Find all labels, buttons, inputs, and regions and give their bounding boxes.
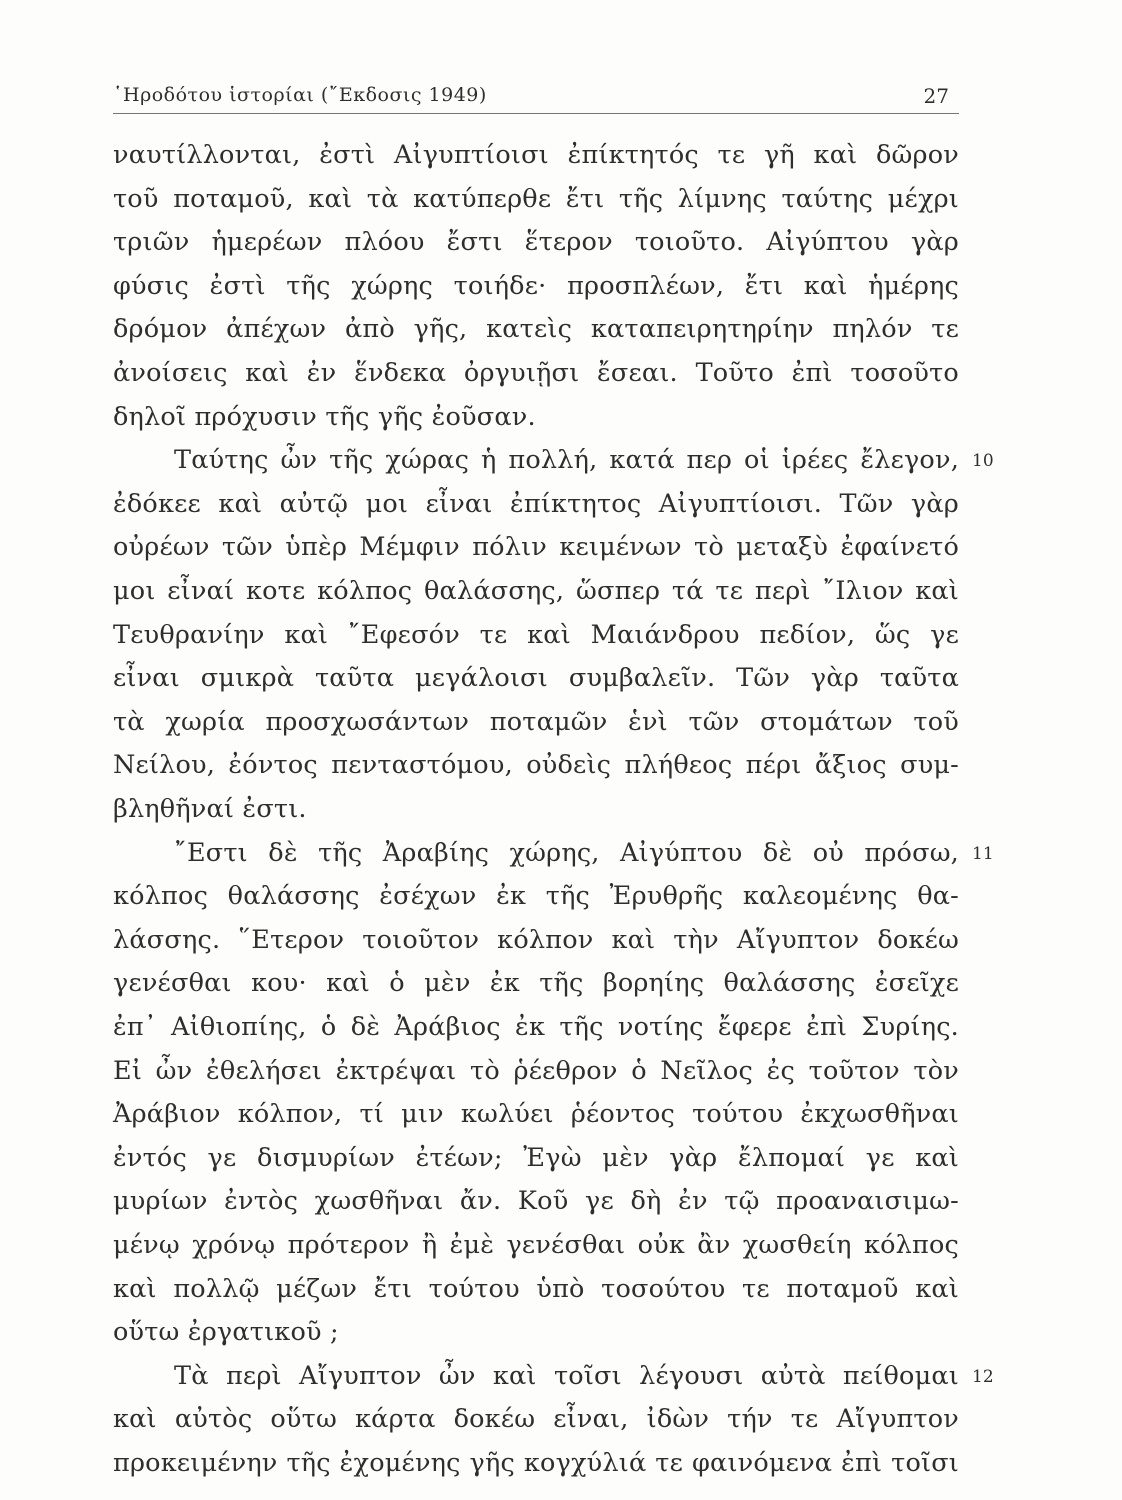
text-line: τριῶν ἡμερέων πλόου ἔστι ἕτερον τοιοῦτο. Αἰγύπτου γὰρ: [113, 227, 959, 258]
text-line: τοῦ ποταμοῦ, καὶ τὰ κατύπερθε ἔτι τῆς λίμνης ταύτης μέχρι: [113, 183, 959, 214]
section-number: 12: [972, 1366, 994, 1387]
text-line: Ταύτης ὦν τῆς χώρας ἡ πολλή, κατά περ οἱ ἱρέες ἔλεγον,: [174, 445, 959, 476]
text-line: Νείλου, ἐόντος πενταστόμου, οὐδεὶς πλήθεος πέρι ἄξιος συμ-: [113, 750, 959, 781]
text-line: τὰ χωρία προσχωσάντων ποταμῶν ἑνὶ τῶν στομάτων τοῦ: [113, 706, 959, 737]
header-rule: [113, 113, 959, 114]
text-line: βληθῆναί ἐστι.: [113, 794, 307, 824]
text-line: γενέσθαι κου· καὶ ὁ μὲν ἐκ τῆς βορηίης θαλάσσης ἐσεῖχε: [113, 968, 959, 999]
text-line: καὶ αὐτὸς οὕτω κάρτα δοκέω εἶναι, ἰδὼν τήν τε Αἴγυπτον: [113, 1404, 959, 1435]
running-header: [113, 84, 959, 114]
text-line: εἶναι σμικρὰ ταῦτα μεγάλοισι συμβαλεῖν. Τῶν γὰρ ταῦτα: [113, 663, 959, 694]
text-line: ἐπ᾽ Αἰθιοπίης, ὁ δὲ Ἀράβιος ἐκ τῆς νοτίης ἔφερε ἐπὶ Συρίης.: [113, 1012, 959, 1042]
text-line: ἐντός γε δισμυρίων ἐτέων; Ἐγὼ μὲν γὰρ ἔλπομαί γε καὶ: [113, 1142, 959, 1173]
header-title: ῾Ηροδότου ἱστορίαι (῎Εκδοσις 1949): [113, 84, 487, 106]
text-line: καὶ πολλῷ μέζων ἔτι τούτου ὑπὸ τοσούτου τε ποταμοῦ καὶ: [113, 1273, 959, 1304]
text-line: προκειμένην τῆς ἐχομένης γῆς κογχύλιά τε φαινόμενα ἐπὶ τοῖσι: [113, 1448, 959, 1478]
text-line: δηλοῖ πρόχυσιν τῆς γῆς ἐοῦσαν.: [113, 401, 536, 432]
text-line: δρόμον ἀπέχων ἀπὸ γῆς, κατεὶς καταπειρητηρίην πηλόν τε: [113, 314, 959, 345]
text-line: ἐδόκεε καὶ αὐτῷ μοι εἶναι ἐπίκτητος Αἰγυπτίοισι. Τῶν γὰρ: [113, 488, 959, 519]
text-line: μοι εἶναί κοτε κόλπος θαλάσσης, ὥσπερ τά τε περὶ ῎Ιλιον καὶ: [113, 576, 959, 606]
text-line: ναυτίλλονται, ἐστὶ Αἰγυπτίοισι ἐπίκτητός τε γῆ καὶ δῶρον: [113, 140, 959, 170]
text-line: ῎Εστι δὲ τῆς Ἀραβίης χώρης, Αἰγύπτου δὲ οὐ πρόσω,: [174, 837, 959, 868]
text-line: μένῳ χρόνῳ πρότερον ἢ ἐμὲ γενέσθαι οὐκ ἂν χωσθείη κόλπος: [113, 1230, 959, 1260]
text-line: Τευθρανίην καὶ ῎Εφεσόν τε καὶ Μαιάνδρου πεδίον, ὥς γε: [113, 619, 959, 650]
text-line: οὕτω ἐργατικοῦ ;: [113, 1317, 339, 1348]
section-number: 11: [972, 843, 994, 864]
text-line: μυρίων ἐντὸς χωσθῆναι ἄν. Κοῦ γε δὴ ἐν τῷ προαναισιμω-: [113, 1186, 959, 1217]
text-line: φύσις ἐστὶ τῆς χώρης τοιήδε· προσπλέων, ἔτι καὶ ἡμέρης: [113, 270, 959, 301]
text-line: Εἰ ὦν ἐθελήσει ἐκτρέψαι τὸ ῥέεθρον ὁ Νεῖλος ἐς τοῦτον τὸν: [113, 1055, 959, 1086]
page-number: 27: [923, 84, 949, 108]
text-line: Ἀράβιον κόλπον, τί μιν κωλύει ῥέοντος τούτου ἐκχωσθῆναι: [113, 1099, 959, 1130]
text-line: ἀνοίσεις καὶ ἐν ἕνδεκα ὀργυιῇσι ἔσεαι. Τοῦτο ἐπὶ τοσοῦτο: [113, 358, 959, 388]
text-line: κόλπος θαλάσσης ἐσέχων ἐκ τῆς Ἐρυθρῆς καλεομένης θα-: [113, 881, 959, 912]
text-line: Τὰ περὶ Αἴγυπτον ὦν καὶ τοῖσι λέγουσι αὐτὰ πείθομαι: [174, 1360, 959, 1391]
section-number: 10: [972, 451, 994, 472]
text-line: οὐρέων τῶν ὑπὲρ Μέμφιν πόλιν κειμένων τὸ μεταξὺ ἐφαίνετό: [113, 532, 959, 563]
text-line: λάσσης. ῞Ετερον τοιοῦτον κόλπον καὶ τὴν Αἴγυπτον δοκέω: [113, 924, 959, 955]
